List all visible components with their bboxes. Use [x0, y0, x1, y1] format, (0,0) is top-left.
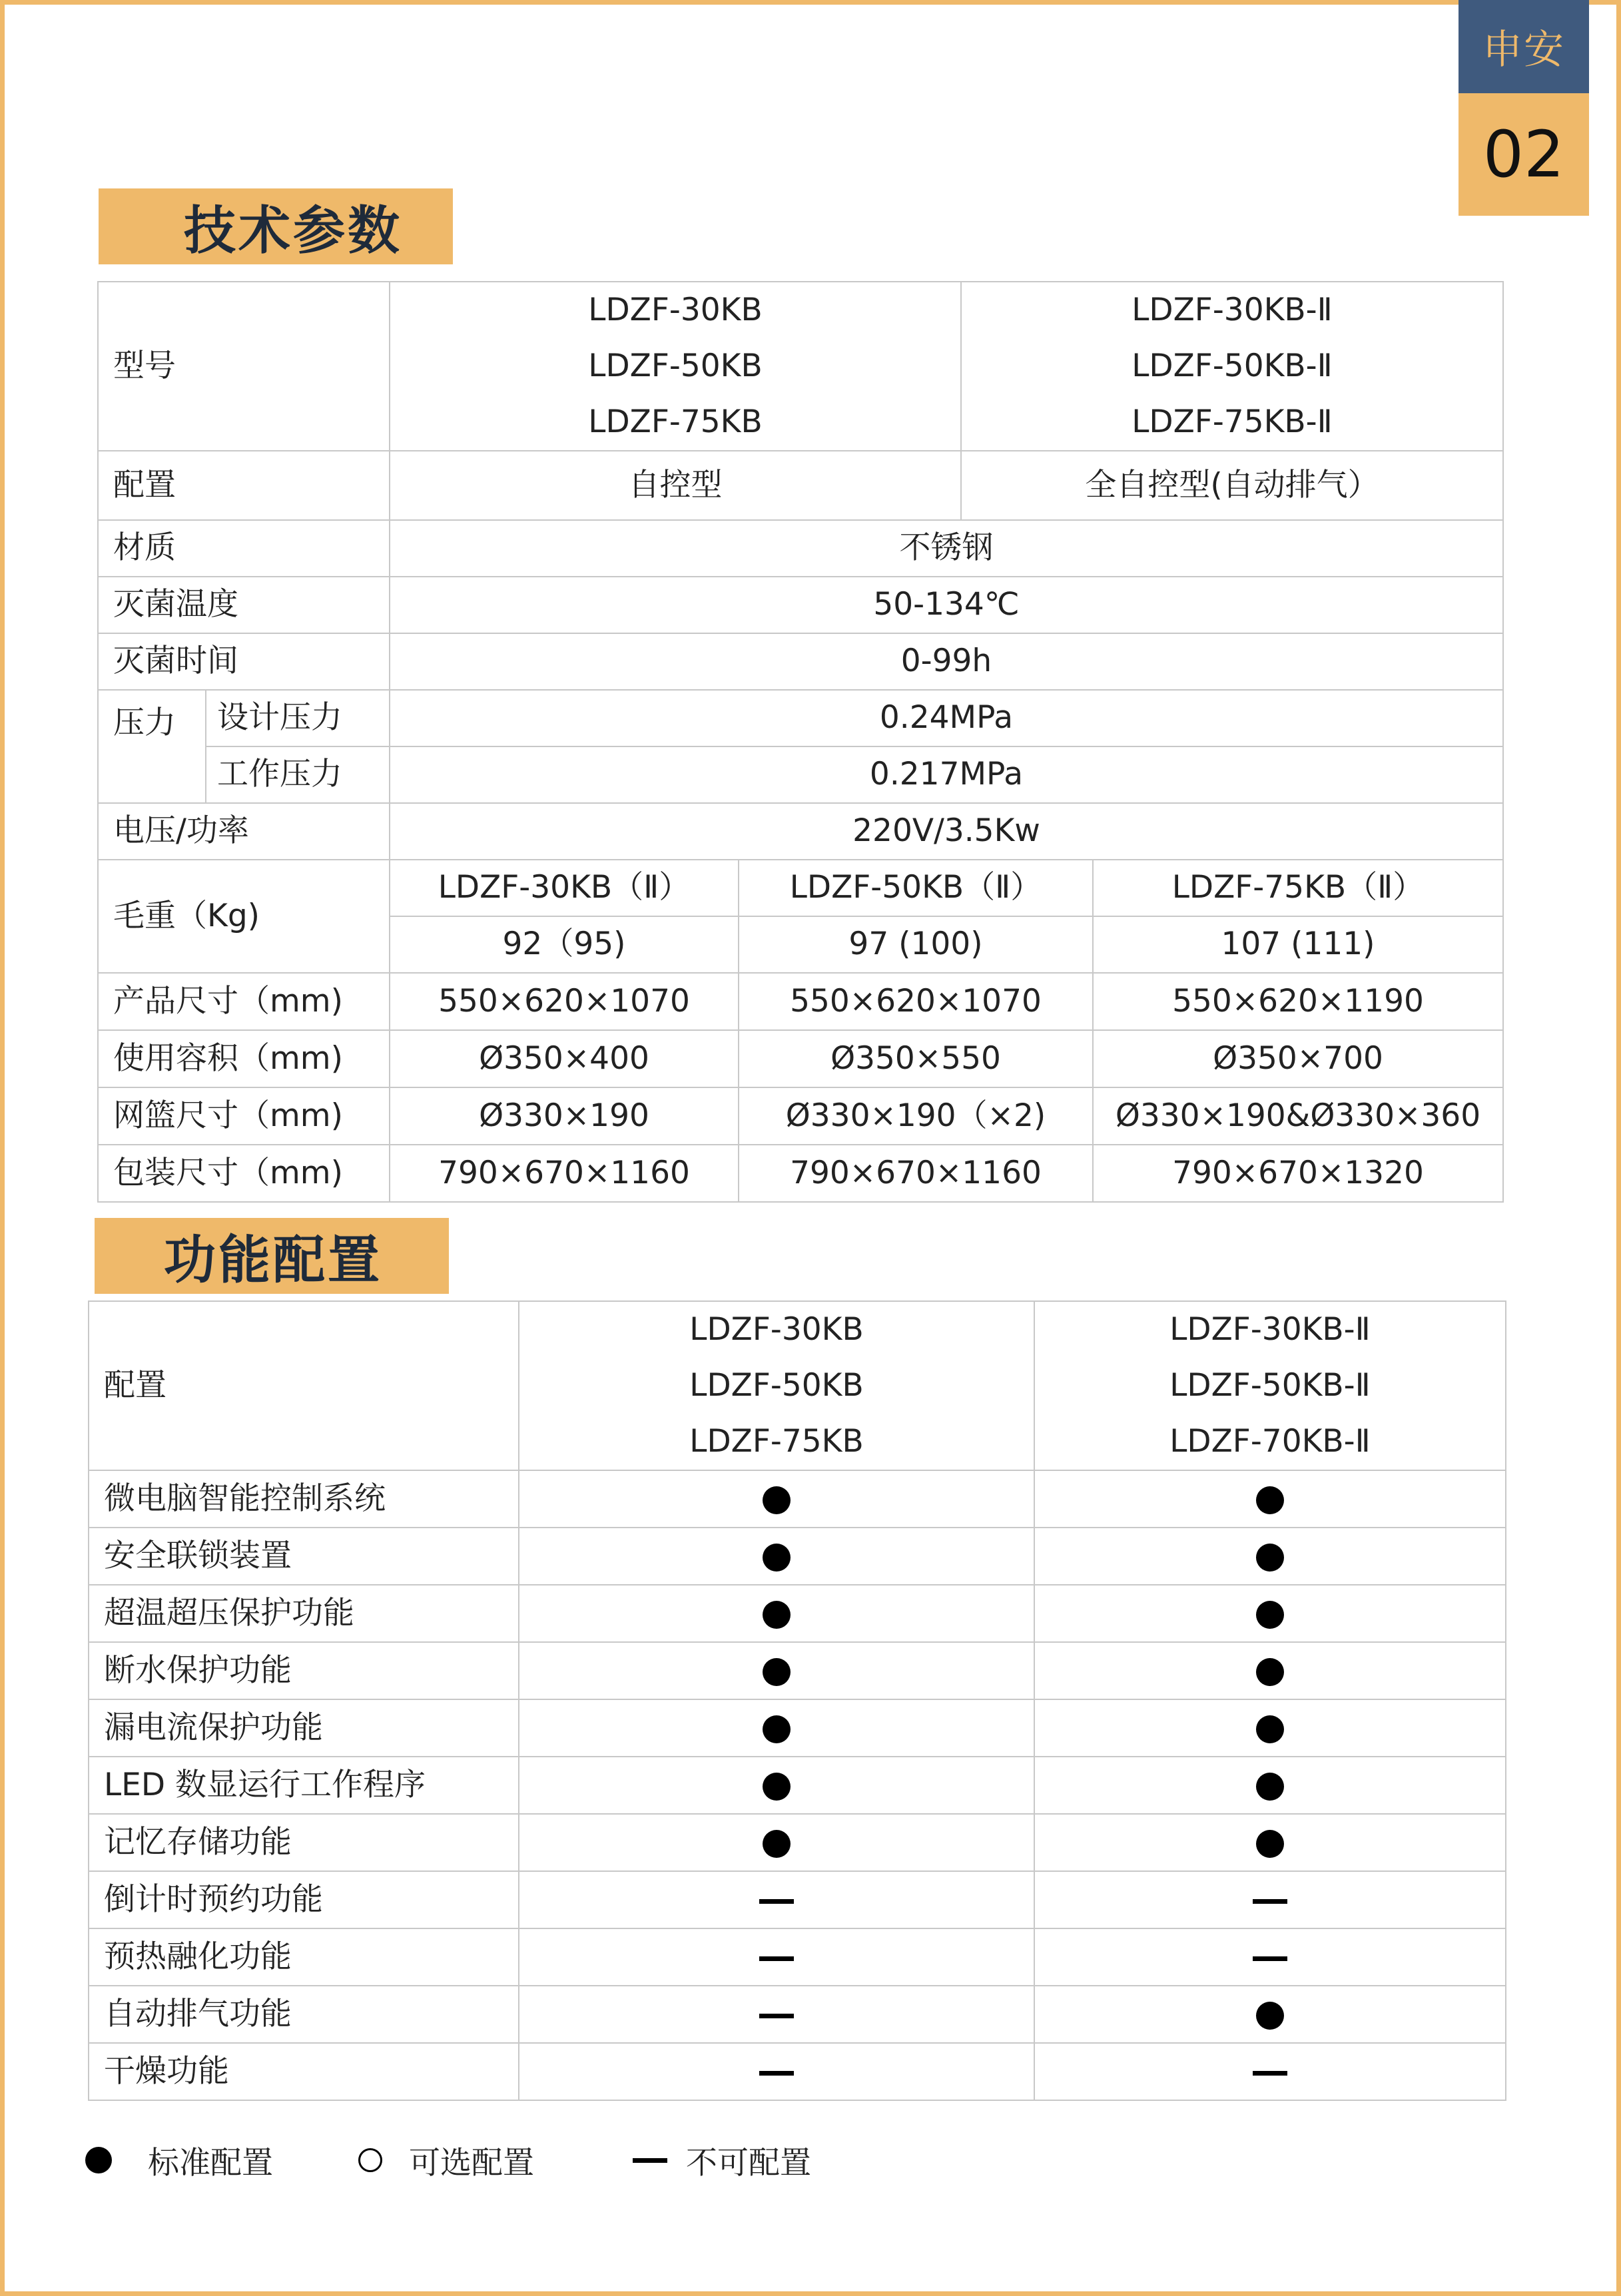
feature-label: 倒计时预约功能 — [89, 1871, 519, 1928]
model-name: LDZF-50KB-Ⅱ — [1132, 348, 1333, 384]
feature-availability — [519, 1871, 1034, 1928]
spec-value: Ø330×190（×2) — [739, 1087, 1093, 1145]
spec-value: 550×620×1190 — [1093, 973, 1503, 1030]
weight-value: 107 (111) — [1093, 916, 1503, 973]
feature-availability — [1034, 1928, 1506, 1986]
filled-dot-icon — [763, 1830, 791, 1858]
feature-label: 超温超压保护功能 — [89, 1585, 519, 1642]
design-pressure-value: 0.24MPa — [390, 690, 1503, 746]
filled-dot-icon — [763, 1658, 791, 1686]
table-row — [89, 1470, 1506, 1528]
hollow-circle-icon — [358, 2148, 382, 2172]
feature-availability — [1034, 1986, 1506, 2043]
feature-availability — [519, 1470, 1034, 1528]
function-config-table — [88, 1300, 1506, 2101]
feature-label: LED 数显运行工作程序 — [89, 1757, 519, 1814]
table-row — [89, 1986, 1506, 2043]
design-pressure-label: 设计压力 — [206, 690, 390, 746]
config-standard: 自控型 — [390, 451, 961, 520]
dash-icon — [759, 1899, 794, 1904]
spec-value: Ø350×700 — [1093, 1030, 1503, 1087]
spec-value: Ø330×190 — [390, 1087, 739, 1145]
power-value: 220V/3.5Kw — [390, 803, 1503, 860]
feature-label: 安全联锁装置 — [89, 1528, 519, 1585]
dash-icon — [759, 1956, 794, 1961]
feature-availability — [519, 1814, 1034, 1871]
legend-unavailable-label: 不可配置 — [686, 2144, 811, 2181]
table-row — [89, 1814, 1506, 1871]
weight-model: LDZF-75KB（Ⅱ） — [1093, 860, 1503, 916]
feature-availability — [1034, 1528, 1506, 1585]
filled-dot-icon — [763, 1715, 791, 1743]
spec-value: Ø350×400 — [390, 1030, 739, 1087]
feature-label: 预热融化功能 — [89, 1928, 519, 1986]
legend-standard-label: 标准配置 — [148, 2144, 273, 2181]
spec-value: 550×620×1070 — [739, 973, 1093, 1030]
tech-spec-table — [97, 281, 1504, 1203]
spec-value: 550×620×1070 — [390, 973, 739, 1030]
tech-section-title — [99, 188, 453, 264]
spec-value: 790×670×1160 — [739, 1145, 1093, 1202]
feature-availability — [519, 1928, 1034, 1986]
filled-dot-icon — [1256, 1773, 1284, 1801]
model-row — [98, 282, 1503, 451]
model-name: LDZF-50KB — [689, 1367, 864, 1404]
material-value: 不锈钢 — [390, 520, 1503, 577]
work-pressure-row — [98, 746, 1503, 803]
feature-availability — [519, 1642, 1034, 1699]
material-label: 材质 — [98, 520, 390, 577]
temp-label: 灭菌温度 — [98, 577, 390, 633]
func-header-row — [89, 1301, 1506, 1470]
models-standard — [390, 282, 961, 451]
table-row — [89, 1928, 1506, 1986]
feature-label: 断水保护功能 — [89, 1642, 519, 1699]
table-row — [98, 1145, 1503, 1202]
dash-icon — [759, 2014, 794, 2018]
table-row — [89, 1871, 1506, 1928]
table-row — [89, 2043, 1506, 2100]
model-name: LDZF-30KB — [588, 292, 763, 328]
model-name: LDZF-75KB-Ⅱ — [1132, 404, 1333, 440]
table-row — [89, 1585, 1506, 1642]
config-row — [98, 451, 1503, 520]
temp-value: 50-134℃ — [390, 577, 1503, 633]
filled-dot-icon — [1256, 2002, 1284, 2030]
table-row — [89, 1642, 1506, 1699]
feature-label: 干燥功能 — [89, 2043, 519, 2100]
table-row — [89, 1757, 1506, 1814]
feature-availability — [1034, 1757, 1506, 1814]
table-row — [98, 1030, 1503, 1087]
model-label: 型号 — [98, 282, 390, 451]
filled-dot-icon — [1256, 1658, 1284, 1686]
filled-dot-icon — [763, 1773, 791, 1801]
func-section-title — [95, 1218, 449, 1294]
models-full-auto — [961, 282, 1503, 451]
legend-optional — [358, 2138, 534, 2183]
weight-value: 97 (100) — [739, 916, 1093, 973]
weight-label: 毛重（Kg) — [98, 860, 390, 973]
work-pressure-value: 0.217MPa — [390, 746, 1503, 803]
feature-label: 记忆存储功能 — [89, 1814, 519, 1871]
power-label: 电压/功率 — [98, 803, 390, 860]
feature-availability — [519, 1585, 1034, 1642]
filled-dot-icon — [1256, 1544, 1284, 1572]
weight-model: LDZF-50KB（Ⅱ） — [739, 860, 1093, 916]
temp-row — [98, 577, 1503, 633]
spec-value: 790×670×1160 — [390, 1145, 739, 1202]
filled-dot-icon — [1256, 1486, 1284, 1514]
tech-title-text: 技术参数 — [184, 201, 403, 261]
func-title-text: 功能配置 — [164, 1231, 383, 1291]
feature-availability — [519, 1986, 1034, 2043]
spec-value: Ø350×550 — [739, 1030, 1093, 1087]
weight-model: LDZF-30KB（Ⅱ） — [390, 860, 739, 916]
table-row — [98, 973, 1503, 1030]
model-name: LDZF-70KB-Ⅱ — [1169, 1423, 1371, 1460]
model-name: LDZF-75KB — [689, 1423, 864, 1460]
feature-availability — [519, 1757, 1034, 1814]
table-row — [89, 1699, 1506, 1757]
model-name: LDZF-75KB — [588, 404, 763, 440]
legend-optional-label: 可选配置 — [409, 2144, 534, 2181]
model-name: LDZF-30KB-Ⅱ — [1169, 1311, 1371, 1348]
feature-label: 自动排气功能 — [89, 1986, 519, 2043]
feature-availability — [1034, 1871, 1506, 1928]
dash-icon — [633, 2158, 667, 2163]
model-name: LDZF-50KB-Ⅱ — [1169, 1367, 1371, 1404]
design-pressure-row — [98, 690, 1503, 746]
dash-icon — [759, 2071, 794, 2076]
feature-availability — [519, 2043, 1034, 2100]
table-row — [89, 1528, 1506, 1585]
pressure-label: 压力 — [98, 690, 206, 803]
filled-dot-icon — [763, 1544, 791, 1572]
spec-label: 使用容积（mm) — [98, 1030, 390, 1087]
legend — [85, 2131, 811, 2189]
func-models-full-auto — [1034, 1301, 1506, 1470]
feature-availability — [1034, 1814, 1506, 1871]
filled-dot-icon — [85, 2147, 112, 2173]
legend-standard — [85, 2138, 273, 2183]
config-label: 配置 — [98, 451, 390, 520]
model-name: LDZF-30KB — [689, 1311, 864, 1348]
dash-icon — [1253, 2071, 1287, 2076]
feature-label: 微电脑智能控制系统 — [89, 1470, 519, 1528]
weight-model-row — [98, 860, 1503, 916]
spec-value: 790×670×1320 — [1093, 1145, 1503, 1202]
feature-label: 漏电流保护功能 — [89, 1699, 519, 1757]
config-full-auto: 全自控型(自动排气） — [961, 451, 1503, 520]
time-row — [98, 633, 1503, 690]
func-config-label: 配置 — [89, 1301, 519, 1470]
time-value: 0-99h — [390, 633, 1503, 690]
brand-name: 申安 — [1459, 0, 1589, 93]
dash-icon — [1253, 1899, 1287, 1904]
feature-availability — [1034, 1470, 1506, 1528]
filled-dot-icon — [1256, 1601, 1284, 1629]
filled-dot-icon — [1256, 1830, 1284, 1858]
func-models-standard — [519, 1301, 1034, 1470]
table-row — [98, 1087, 1503, 1145]
model-name: LDZF-50KB — [588, 348, 763, 384]
material-row — [98, 520, 1503, 577]
time-label: 灭菌时间 — [98, 633, 390, 690]
filled-dot-icon — [763, 1486, 791, 1514]
spec-label: 包装尺寸（mm) — [98, 1145, 390, 1202]
spec-label: 产品尺寸（mm) — [98, 973, 390, 1030]
filled-dot-icon — [763, 1601, 791, 1629]
dash-icon — [1253, 1956, 1287, 1961]
page-number: 02 — [1459, 93, 1589, 216]
spec-label: 网篮尺寸（mm) — [98, 1087, 390, 1145]
legend-unavailable — [633, 2138, 811, 2183]
filled-dot-icon — [1256, 1715, 1284, 1743]
model-name: LDZF-30KB-Ⅱ — [1132, 292, 1333, 328]
spec-value: Ø330×190&Ø330×360 — [1093, 1087, 1503, 1145]
feature-availability — [1034, 2043, 1506, 2100]
work-pressure-label: 工作压力 — [206, 746, 390, 803]
feature-availability — [1034, 1585, 1506, 1642]
brand-block — [1459, 0, 1589, 216]
feature-availability — [1034, 1642, 1506, 1699]
weight-value: 92（95) — [390, 916, 739, 973]
power-row — [98, 803, 1503, 860]
feature-availability — [1034, 1699, 1506, 1757]
feature-availability — [519, 1528, 1034, 1585]
feature-availability — [519, 1699, 1034, 1757]
